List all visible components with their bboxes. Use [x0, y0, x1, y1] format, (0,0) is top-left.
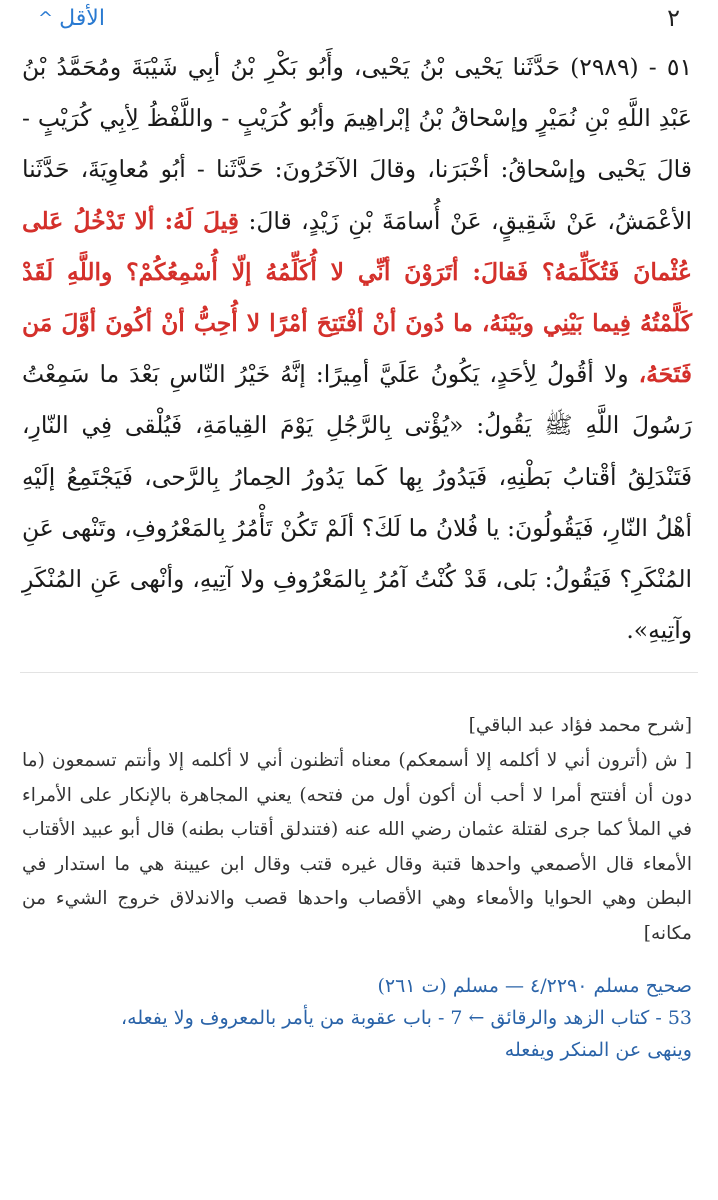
- chapter-link-line2[interactable]: وينهى عن المنكر ويفعله: [504, 1038, 692, 1061]
- references: [0, 952, 718, 1066]
- chapter-link-line1[interactable]: 53 - كتاب الزهد والرقائق ← 7 - باب عقوبة من يأمر بالمعروف ولا يفعله،: [121, 1006, 692, 1029]
- commentary-body: [ ش (أترون أني لا أكلمه إلا أسمعكم) معناه أتظنون أني لا أكلمه إلا وأنتم تسمعون (ما دون أن أفتتح أمرا لا أحب أن أكون أول من فتحه) يعني المجاهرة بالإنكار على الأمراء في الملأ كما جرى لقتلة عثمان رضي الله عنه (فتندلق أقتاب بطنه) قال أبو عبيد الأقتاب الأمعاء قال الأصمعي واحدها قتبة وقال غيره قتب وقال ابن عيينة هي ما استدار في البطن وهي الحوايا والأمعاء وهي الأقصاب واحدها قصب والاندلاق خروج الشيء من مكانه]: [22, 750, 692, 944]
- hadith-text: [0, 36, 718, 656]
- top-bar: [0, 0, 718, 36]
- collapse-toggle[interactable]: [38, 6, 105, 31]
- page-number: ٢: [667, 4, 680, 32]
- commentary-title: [شرح محمد فؤاد عبد الباقي]: [468, 715, 692, 737]
- hadith-isnad: ٥١ - (٢٩٨٩) حَدَّثَنا يَحْيى بْنُ يَحْيى، وأَبُو بَكْرِ بْنُ أبِي شَيْبَةَ ومُحَمَّدُ بْنُ عَبْدِ اللَّهِ بْنِ نُمَيْرٍ وإسْحاقُ بْنُ إبْراهِيمَ وأبُو كُرَيْبٍ - واللَّفْظُ لِأبِي كُرَيْبٍ - قالَ يَحْيى وإسْحاقُ: أخْبَرَنا، وقالَ الآخَرُونَ: حَدَّثَنا - أبُو مُعاوِيَةَ، حَدَّثَنا الأعْمَشُ، عَنْ شَقِيقٍ، عَنْ أُسامَةَ بْنِ زَيْدٍ، قالَ:: [22, 53, 693, 235]
- commentary: [0, 673, 718, 951]
- source-reference[interactable]: صحيح مسلم ٤/٢٢٩٠ — مسلم (ت ٢٦١): [377, 974, 692, 997]
- chevron-up-icon: ^: [38, 7, 54, 29]
- hadith-highlight: قِيلَ لَهُ: ألا تَدْخُلُ عَلى عُثْمانَ فَتُكَلِّمَهُ؟ فَقالَ: أتَرَوْنَ أنِّي لا أُكَلِّمُهُ إلّا أُسْمِعُكُمْ؟ واللَّهِ لَقَدْ كَلَّمْتُهُ فِيما بَيْنِي وبَيْنَهُ، ما دُونَ أنْ أفْتَتِحَ أمْرًا لا أُحِبُّ أنْ أكُونَ أوَّلَ مَن فَتَحَهُ،: [22, 206, 692, 389]
- hadith-matn: ولا أقُولُ لِأحَدٍ، يَكُونُ عَلَيَّ أمِيرًا: إنَّهُ خَيْرُ النّاسِ بَعْدَ ما سَمِعْتُ رَسُولَ اللَّهِ ﷺ يَقُولُ: «يُؤْتى بِالرَّجُلِ يَوْمَ القِيامَةِ، فَيُلْقى فِي النّارِ، فَتَنْدَلِقُ أقْتابُ بَطْنِهِ، فَيَدُورُ بِها كَما يَدُورُ الحِمارُ بِالرَّحى، فَيَجْتَمِعُ إلَيْهِ أهْلُ النّارِ، فَيَقُولُونَ: يا فُلانُ ما لَكَ؟ ألَمْ تَكُنْ تَأْمُرُ بِالمَعْرُوفِ، وتَنْهى عَنِ المُنْكَرِ؟ فَيَقُولُ: بَلى، قَدْ كُنْتُ آمُرُ بِالمَعْرُوفِ ولا آتِيهِ، وأنْهى عَنِ المُنْكَرِ وآتِيهِ».: [22, 360, 692, 645]
- less-label: الأقل: [59, 5, 105, 31]
